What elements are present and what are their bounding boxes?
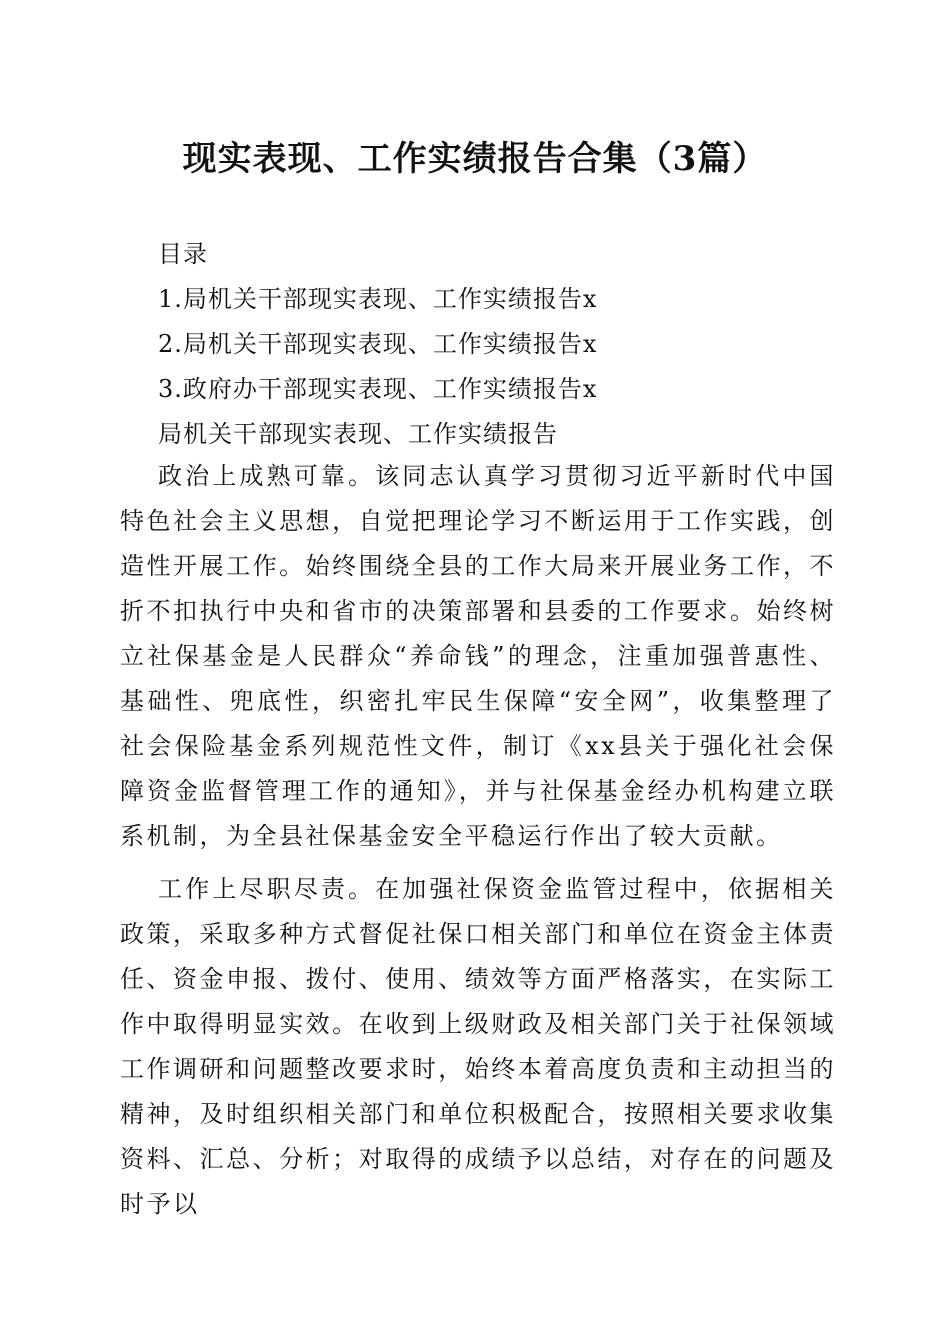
section-title: 局机关干部现实表现、工作实绩报告 — [158, 420, 558, 448]
body-text — [120, 454, 836, 1227]
toc-item: 2.局机关干部现实表现、工作实绩报告x — [158, 330, 598, 358]
document-title: 现实表现、工作实绩报告合集（3篇） — [182, 139, 768, 179]
paragraph: 政治上成熟可靠。该同志认真学习贯彻习近平新时代中国特色社会主义思想，自觉把理论学习不断运用于工作实践，创造性开展工作。始终围绕全县的工作大局来开展业务工作，不折不扣执行中央和省市的决策部署和县委的工作要求。始终树立社保基金是人民群众“养命钱”的理念，注重加强普惠性、基础性、兜底性，织密扎牢民生保障“安全网”，收集整理了社会保险基金系列规范性文件，制订《xx县关于强化社会保障资金监督管理工作的通知》，并与社保基金经办机构建立联系机制，为全县社保基金安全平稳运行作出了较大贡献。 — [120, 462, 836, 850]
paragraph: 工作上尽职尽责。在加强社保资金监管过程中，依据相关政策，采取多种方式督促社保口相关部门和单位在资金主体责任、资金申报、拨付、使用、绩效等方面严格落实，在实际工作中取得明显实效。在收到上级财政及相关部门关于社保领域工作调研和问题整改要求时，始终本着高度负责和主动担当的精神，及时组织相关部门和单位积极配合，按照相关要求收集资料、汇总、分析；对取得的成绩予以总结，对存在的问题及时予以 — [120, 875, 836, 1218]
toc-heading: 目录 — [158, 240, 208, 268]
toc-item: 1.局机关干部现实表现、工作实绩报告x — [158, 285, 598, 313]
toc-item: 3.政府办干部现实表现、工作实绩报告x — [158, 375, 598, 403]
table-of-contents — [158, 232, 858, 457]
